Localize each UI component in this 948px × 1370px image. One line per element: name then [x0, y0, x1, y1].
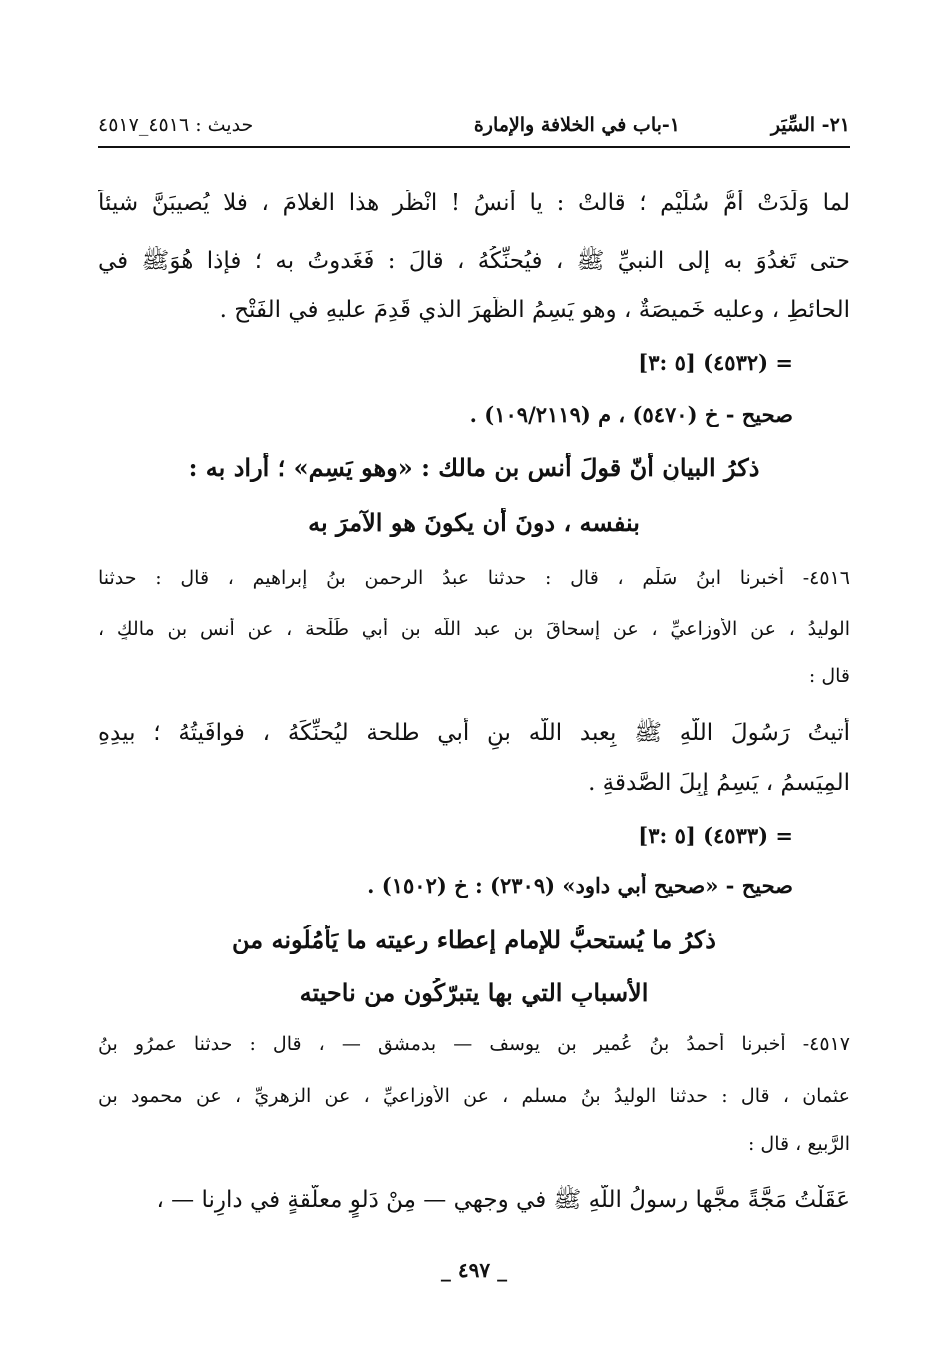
text-line: المِيَسمُ ، يَسِمُ إبِلَ الصَّدقةِ . [588, 770, 850, 796]
text-line: أتيتُ رَسُولَ اللّهِ ﷺ بِعبد اللّه بنِ أبي طلحة ليُحنِّكَهُ ، فوافَيتُهُ ؛ بيدِهِ [98, 720, 850, 746]
section-title: الأسبابِ التي بها يتبرّكُون من ناحيته [299, 978, 649, 1007]
grading-line: صحيح - «صحيح أبي داود» (٢٣٠٩) : خ (١٥٠٢) . [367, 873, 793, 898]
grading-line: صحيح - خ (٥٤٧٠) ، م (١٠٩/٢١١٩) . [469, 402, 793, 427]
header-rule [98, 146, 850, 148]
section-title: ذكرُ ما يُستحبُّ للإمام إعطاء رعيته ما يَأمُلُونه من [232, 925, 716, 954]
header-chapter: ٢١- السِّيَر [770, 114, 850, 136]
isnad-line: ٤٥١٦- أخبرنا ابنُ سَلْم ، قال : حدثنا عبدُ الرحمن بنُ إبراهيم ، قال : حدثنا [98, 567, 850, 589]
text-line: عَقَلْتُ مَجَّةً مجَّها رسولُ اللّهِ ﷺ في وجهي — مِنْ دَلوٍ معلَّقةٍ في دارِنا — ، [156, 1187, 850, 1213]
section-title: ذكرُ البيانِ أنّ قولَ أنس بن مالك : «وهو يَسِم» ؛ أراد به : [188, 453, 760, 482]
header-hadith-range: حديث : ٤٥١٦_٤٥١٧ [98, 114, 254, 136]
isnad-line: قال : [808, 665, 850, 687]
running-header [98, 110, 850, 142]
text-line: حتى تَغدُوَ به إلى النبيِّ ﷺ ، فيُحنِّكُهُ ، قالَ : فَغَدوتُ به ؛ فإذا هُوَﷺ في [98, 248, 850, 274]
text-line: لما وَلَدَتْ أمُّ سُلَيْم ؛ قالتْ : يا أَنسُ ! انْظُر هذا الغلامَ ، فلا يُصيبَنَّ شيئاً [98, 190, 850, 216]
isnad-line: ٤٥١٧- أخبرنا أحمدُ بنُ عُمير بن يوسف — بدمشق — ، قال : حدثنا عمرُو بنُ [98, 1033, 850, 1055]
isnad-line: عثمان ، قال : حدثنا الوليدُ بنُ مسلم ، عن الأوزاعيِّ ، عن الزهريِّ ، عن محمود بن [98, 1085, 850, 1107]
reference-line: = (٤٥٣٣) [٥ :٣] [638, 823, 793, 848]
isnad-line: الوليدُ ، عن الأوزاعيِّ ، عن إسحاقَ بنِ عبد اللّه بن أبي طَلْحة ، عن أنس بنِ مالكٍ ، [98, 618, 850, 640]
text-line: الحائطِ ، وعليه خَميصَةٌ ، وهو يَسِمُ الظَّهرَ الذي قَدِمَ عليهِ في الفَتْحِ . [219, 297, 850, 323]
isnad-line: الرَّبيع ، قال : [747, 1133, 850, 1155]
page-number: _ ٤٩٧ _ [440, 1258, 508, 1282]
section-title: بنفسه ، دونَ أن يكونَ هو الآمرَ به [308, 508, 640, 537]
header-section: ١-باب في الخلافة والإمارة [473, 114, 680, 136]
reference-line: = (٤٥٣٢) [٥ :٣] [638, 350, 793, 375]
